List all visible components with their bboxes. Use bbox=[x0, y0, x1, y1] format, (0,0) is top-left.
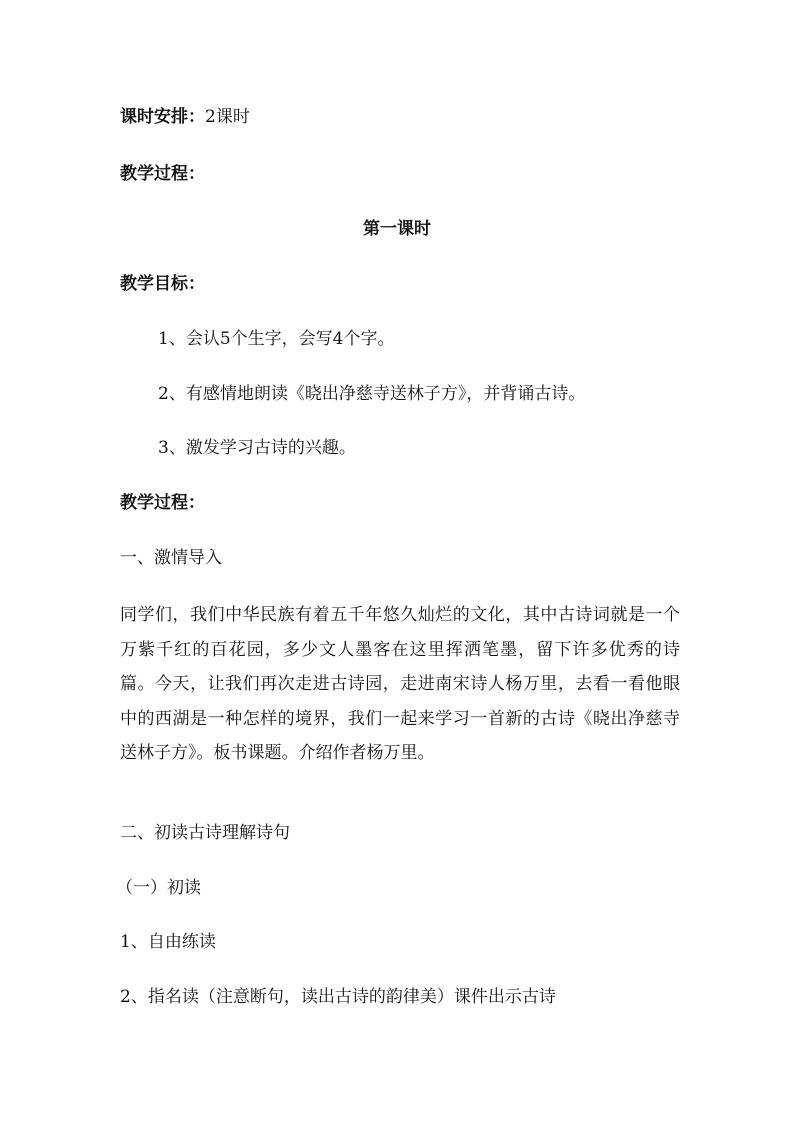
goal-item: 3、激发学习古诗的兴趣。 bbox=[158, 438, 356, 458]
goal-item: 1、会认5个生字，会写4个字。 bbox=[158, 329, 395, 349]
intro-paragraph: 同学们，我们中华民族有着五千年悠久灿烂的文化，其中古诗词就是一个万紫千红的百花园，多少文人墨客在这里挥洒笔墨，留下许多优秀的诗篇。今天，让我们再次走进古诗园，走进南宋诗人杨万里，去看一看他眼中的西湖是一种怎样的境界，我们一起来学习一首新的古诗《晓出净慈寺送林子方》。板书课题。介绍作者杨万里。 bbox=[120, 605, 680, 763]
sub-heading: （一）初读 bbox=[116, 878, 201, 898]
goal-item: 2、有感情地朗读《晓出净慈寺送林子方》，并背诵古诗。 bbox=[158, 384, 586, 404]
schedule-line bbox=[120, 105, 250, 129]
section-heading: 一、激情导入 bbox=[120, 548, 222, 568]
schedule-label: 课时安排： bbox=[120, 107, 205, 127]
step-item: 1、自由练读 bbox=[120, 932, 216, 952]
process-heading: 教学过程： bbox=[120, 493, 205, 513]
section-heading: 二、初读古诗理解诗句 bbox=[120, 823, 290, 843]
process-heading: 教学过程： bbox=[120, 164, 205, 184]
step-item: 2、指名读（注意断句，读出古诗的韵律美）课件出示古诗 bbox=[120, 987, 556, 1007]
goals-heading: 教学目标： bbox=[120, 274, 205, 294]
schedule-value: 2课时 bbox=[205, 107, 250, 127]
lesson-title: 第一课时 bbox=[363, 219, 431, 239]
